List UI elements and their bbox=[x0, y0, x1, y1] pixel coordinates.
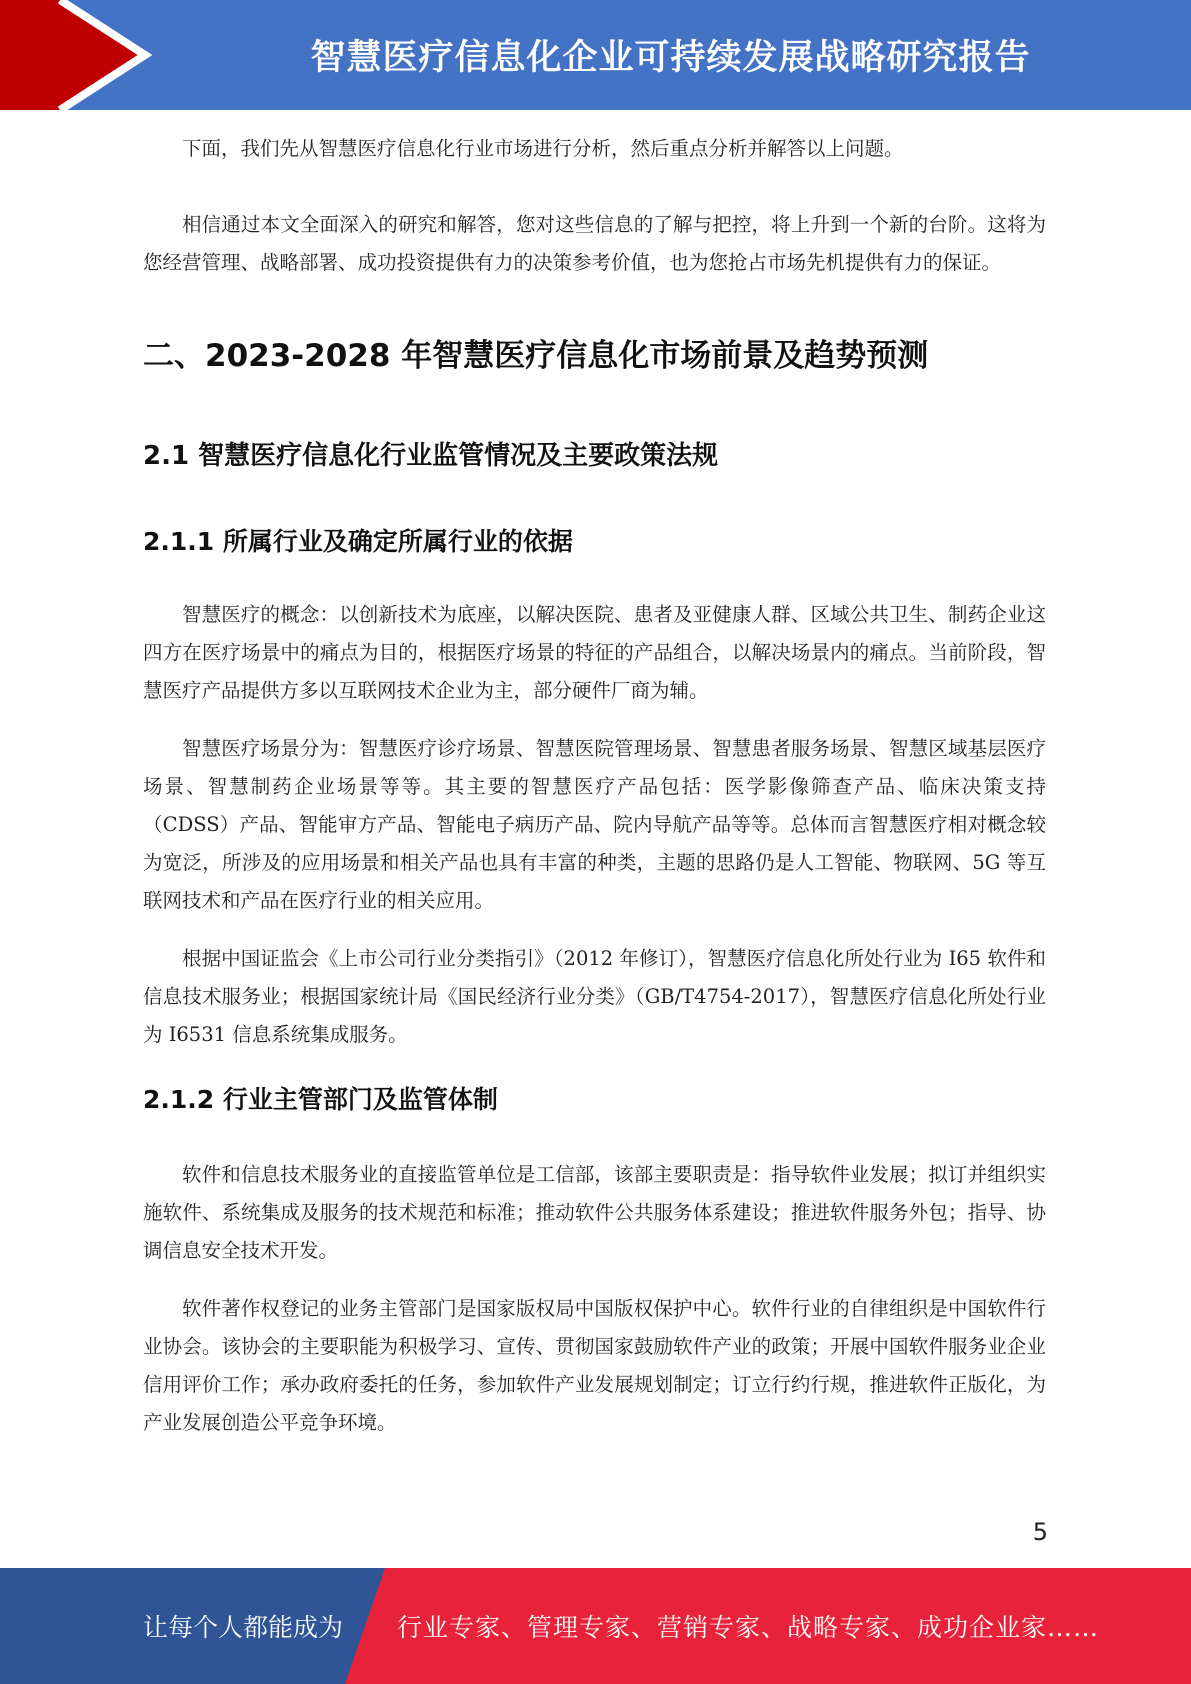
paragraph-regulator: 软件和信息技术服务业的直接监管单位是工信部，该部主要职责是：指导软件业发展；拟订并组织实施软件、系统集成及服务的技术规范和标准；推动软件公共服务体系建设；推进软件服务外包；指导、协调信息安全技术开发。 bbox=[143, 1163, 1046, 1262]
footer-slogan-left: 让每个人都能成为 bbox=[143, 1613, 344, 1642]
footer-slogan-right: 行业专家、管理专家、营销专家、战略专家、成功企业家…… bbox=[397, 1613, 1100, 1642]
section-heading: 二、2023-2028 年智慧医疗信息化市场前景及趋势预测 bbox=[143, 338, 929, 374]
subsubsection-heading-regulation: 2.1.2 行业主管部门及监管体制 bbox=[143, 1085, 498, 1114]
document-body bbox=[143, 130, 1046, 1442]
header-banner bbox=[0, 0, 1191, 110]
footer-banner bbox=[0, 1568, 1191, 1684]
paragraph-value: 相信通过本文全面深入的研究和解答，您对这些信息的了解与把控，将上升到一个新的台阶。这将为您经营管理、战略部署、成功投资提供有力的决策参考价值，也为您抢占市场先机提供有力的保证。 bbox=[143, 213, 1046, 274]
report-title: 智慧医疗信息化企业可持续发展战略研究报告 bbox=[310, 38, 1031, 78]
paragraph-classification: 根据中国证监会《上市公司行业分类指引》（2012 年修订），智慧医疗信息化所处行业为 I65 软件和信息技术服务业；根据国家统计局《国民经济行业分类》（GB/T4754-2017），智慧医疗信息化所处行业为 I6531 信息系统集成服务。 bbox=[143, 947, 1046, 1046]
paragraph-association: 软件著作权登记的业务主管部门是国家版权局中国版权保护中心。软件行业的自律组织是中国软件行业协会。该协会的主要职能为积极学习、宣传、贯彻国家鼓励软件产业的政策；开展中国软件服务业企业信用评价工作；承办政府委托的任务，参加软件产业发展规划制定；订立行约行规，推进软件正版化，为产业发展创造公平竞争环境。 bbox=[143, 1297, 1046, 1434]
subsection-heading: 2.1 智慧医疗信息化行业监管情况及主要政策法规 bbox=[143, 441, 719, 471]
paragraph-concept: 智慧医疗的概念：以创新技术为底座，以解决医院、患者及亚健康人群、区域公共卫生、制药企业这四方在医疗场景中的痛点为目的，根据医疗场景的特征的产品组合，以解决场景内的痛点。当前阶段，智慧医疗产品提供方多以互联网技术企业为主，部分硬件厂商为辅。 bbox=[143, 603, 1046, 702]
subsubsection-heading-industry: 2.1.1 所属行业及确定所属行业的依据 bbox=[143, 527, 573, 556]
paragraph-intro: 下面，我们先从智慧医疗信息化行业市场进行分析，然后重点分析并解答以上问题。 bbox=[182, 137, 904, 160]
page-number: 5 bbox=[1032, 1518, 1048, 1546]
paragraph-scenarios: 智慧医疗场景分为：智慧医疗诊疗场景、智慧医院管理场景、智慧患者服务场景、智慧区域基层医疗场景、智慧制药企业场景等等。其主要的智慧医疗产品包括：医学影像筛查产品、临床决策支持（CDSS）产品、智能审方产品、智能电子病历产品、院内导航产品等等。总体而言智慧医疗相对概念较为宽泛，所涉及的应用场景和相关产品也具有丰富的种类，主题的思路仍是人工智能、物联网、5G 等互联网技术和产品在医疗行业的相关应用。 bbox=[143, 737, 1046, 912]
